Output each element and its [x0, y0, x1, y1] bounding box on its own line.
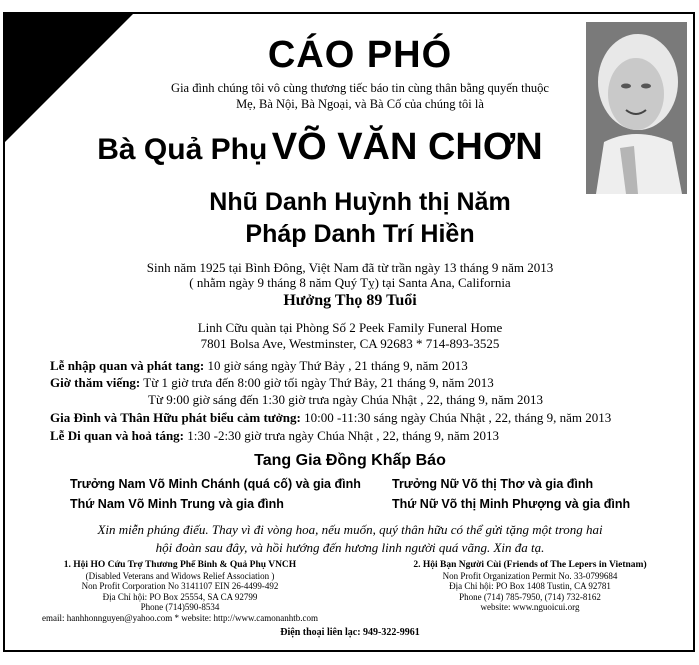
- schedule-text: 10:00 -11:30 sáng ngày Chúa Nhật , 22, tháng 9, năm 2013: [300, 410, 612, 425]
- funeral-home-name: Linh Cữu quàn tại Phòng Số 2 Peek Family Funeral Home: [197, 320, 503, 335]
- intro-line-2: Mẹ, Bà Nội, Bà Ngoại, và Bà Cố của chúng tôi là: [236, 97, 484, 111]
- org-line: Phone (714)590-8534: [140, 602, 220, 612]
- dharma-name: Pháp Danh Trí Hiền: [245, 220, 475, 248]
- deceased-prefix: Bà Quả Phụ: [97, 133, 268, 166]
- org-line: email: hanhhonnguyen@yahoo.com * website: http://www.camonanhtb.com: [42, 612, 318, 623]
- schedule-label: Lễ Di quan và hoả táng:: [50, 428, 184, 443]
- deceased-heading: [40, 126, 600, 169]
- lunar-date-line: ( nhằm ngày 9 tháng 8 năm Quý Tỵ) tại Santa Ana, California: [189, 275, 511, 290]
- deceased-name: VÕ VĂN CHƠN: [271, 126, 543, 168]
- mourner-entry: Trưởng Nữ Võ thị Thơ và gia đình: [392, 477, 594, 491]
- mourner-entry: Thứ Nữ Võ thị Minh Phượng và gia đình: [392, 497, 631, 511]
- org-name: 1. Hội HO Cứu Trợ Thương Phế Binh & Quả Phụ VNCH: [63, 560, 297, 570]
- funeral-home-address: 7801 Bolsa Ave, Westminster, CA 92683 * 714-893-3525: [200, 336, 500, 351]
- org-line: Non Profit Corporation No 3141107 EIN 26-4499-492: [81, 581, 279, 591]
- org-line: Phone (714) 785-7950, (714) 732-8162: [459, 591, 601, 602]
- schedule-item: [50, 375, 494, 391]
- schedule-label: Gia Đình và Thân Hữu phát biểu cảm tưởng:: [50, 410, 301, 425]
- deceased-portrait: [586, 22, 687, 194]
- schedule-text: Từ 1 giờ trưa đến 8:00 giờ tối ngày Thứ Bảy, 21 tháng 9, năm 2013: [140, 375, 494, 390]
- mourner-entry: Trưởng Nam Võ Minh Chánh (quá cố) và gia đình: [70, 477, 361, 491]
- charity-org-1: [20, 560, 340, 623]
- org-line: Non Profit Organization Permit No. 33-0799684: [442, 570, 618, 581]
- charity-org-2: [380, 560, 680, 613]
- schedule-text: 1:30 -2:30 giờ trưa ngày Chúa Nhật , 22, tháng 9, năm 2013: [184, 428, 500, 443]
- schedule-item: [50, 358, 468, 374]
- org-name: 2. Hội Bạn Người Cùi (Friends of The Lepers in Vietnam): [413, 560, 647, 570]
- notice-title: CÁO PHÓ: [267, 34, 453, 76]
- org-line: Địa Chỉ hội: PO Box 25554, SA CA 92799: [102, 591, 258, 602]
- donation-request-line-2: hội đoàn sau đây, và hồi hướng đến hương linh người quá vãng. Xin đa tạ.: [155, 540, 545, 555]
- mourner-entry: Thứ Nam Võ Minh Trung và gia đình: [70, 497, 284, 511]
- org-line: (Disabled Veterans and Widows Relief Association ): [85, 570, 275, 581]
- contact-phone: Điện thoại liên lạc: 949-322-9961: [280, 627, 420, 638]
- schedule-item: [50, 410, 611, 426]
- mourning-corner-ribbon: [3, 12, 135, 144]
- birth-death-line: Sinh năm 1925 tại Bình Đông, Việt Nam đã từ trần ngày 13 tháng 9 năm 2013: [146, 260, 554, 275]
- schedule-item: [148, 392, 543, 408]
- intro-line-1: Gia đình chúng tôi vô cùng thương tiếc báo tin cùng thân bằng quyến thuộc: [171, 81, 549, 95]
- age-line: Hưởng Thọ 89 Tuổi: [283, 292, 417, 309]
- schedule-label: Giờ thăm viếng:: [50, 375, 141, 390]
- schedule-item: [50, 428, 499, 444]
- org-line: website: www.nguoicui.org: [480, 602, 580, 612]
- donation-request-line-1: Xin miễn phúng điếu. Thay vì đi vòng hoa, nếu muốn, quý thân hữu có thể gửi tặng một trong hai: [97, 522, 603, 537]
- mourners-title: Tang Gia Đồng Khấp Báo: [254, 452, 446, 469]
- schedule-label: Lễ nhập quan và phát tang:: [50, 358, 205, 373]
- schedule-text: 10 giờ sáng ngày Thứ Bảy , 21 tháng 9, năm 2013: [204, 358, 468, 373]
- maiden-name: Nhũ Danh Huỳnh thị Năm: [209, 188, 511, 216]
- schedule-text: Từ 9:00 giờ sáng đến 1:30 giờ trưa ngày Chúa Nhật , 22, tháng 9, năm 2013: [148, 392, 544, 407]
- org-line: Địa Chỉ hội: PO Box 1408 Tustin, CA 92781: [449, 581, 611, 591]
